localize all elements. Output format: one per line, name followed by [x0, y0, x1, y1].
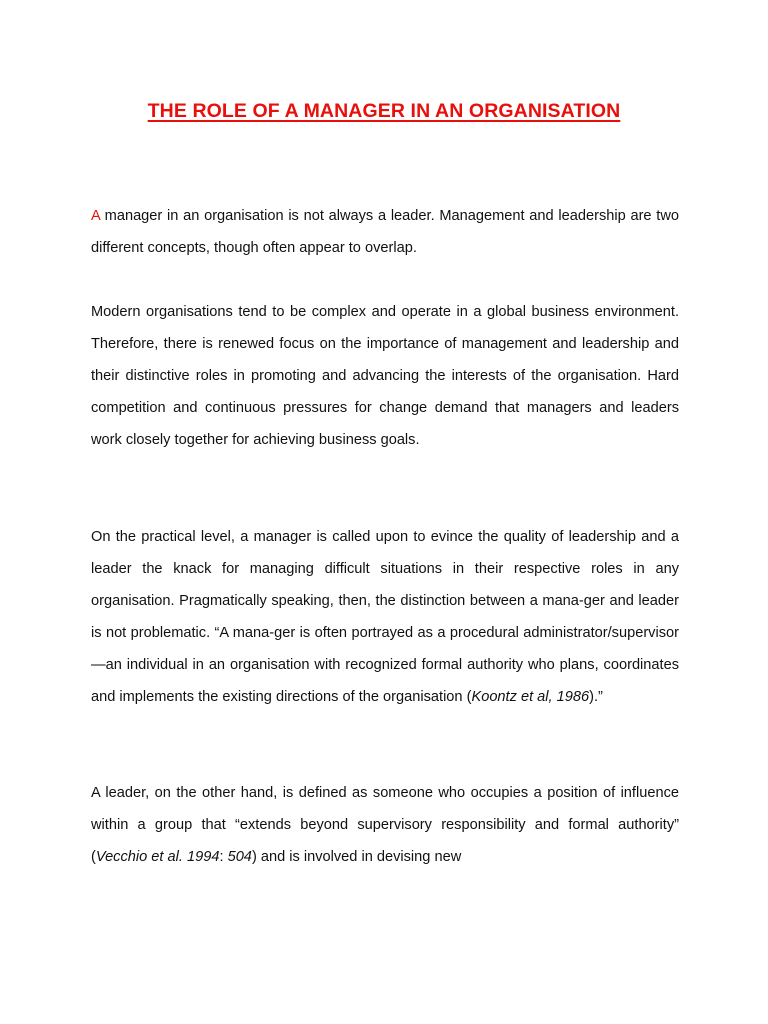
paragraph-1-lead: A: [91, 208, 100, 224]
paragraph-4-separator: :: [219, 849, 228, 865]
page-title: THE ROLE OF A MANAGER IN AN ORGANISATION: [147, 100, 621, 122]
paragraph-4-citation: Vecchio et al. 1994: [95, 849, 220, 865]
paragraph-1: [91, 200, 679, 264]
paragraph-3-text: On the practical level, a manager is called upon to evince the quality of leadership and a leader the knack for managing difficult situations in their respective roles in any organisation. Pragmatically speaking, then, the distinction between a mana-ger and leader is not problematic. “A mana-ger is often portrayed as a procedural administrator/supervisor—an individual in an organisation with recognized formal authority who plans, coordinates and implements the existing directions of the organisation (: [91, 529, 679, 705]
paragraph-4: [91, 777, 679, 873]
paragraph-1-text: manager in an organisation is not always a leader. Management and leadership are two different concepts, though often appear to overlap.: [91, 208, 679, 256]
paragraph-4-citation-page: 504: [227, 849, 252, 865]
paragraph-3-citation: Koontz et al, 1986: [471, 689, 590, 705]
paragraph-2-text: Modern organisations tend to be complex and operate in a global business environment. Therefore, there is renewed focus on the importance of management and leadership and their distinctive roles in promoting and advancing the interests of the organisation. Hard competition and continuous pressures for change demand that managers and leaders work closely together for achieving business goals.: [91, 304, 679, 448]
paragraph-3: [91, 521, 679, 713]
paragraph-4-text: A leader, on the other hand, is defined as someone who occupies a position of influence within a group that “extends beyond supervisory responsibility and formal authority” (: [91, 785, 679, 865]
paragraph-2: [91, 296, 679, 456]
paragraph-4-closing: ) and is involved in devising new: [251, 849, 462, 865]
paragraph-3-closing: ).”: [589, 689, 603, 705]
